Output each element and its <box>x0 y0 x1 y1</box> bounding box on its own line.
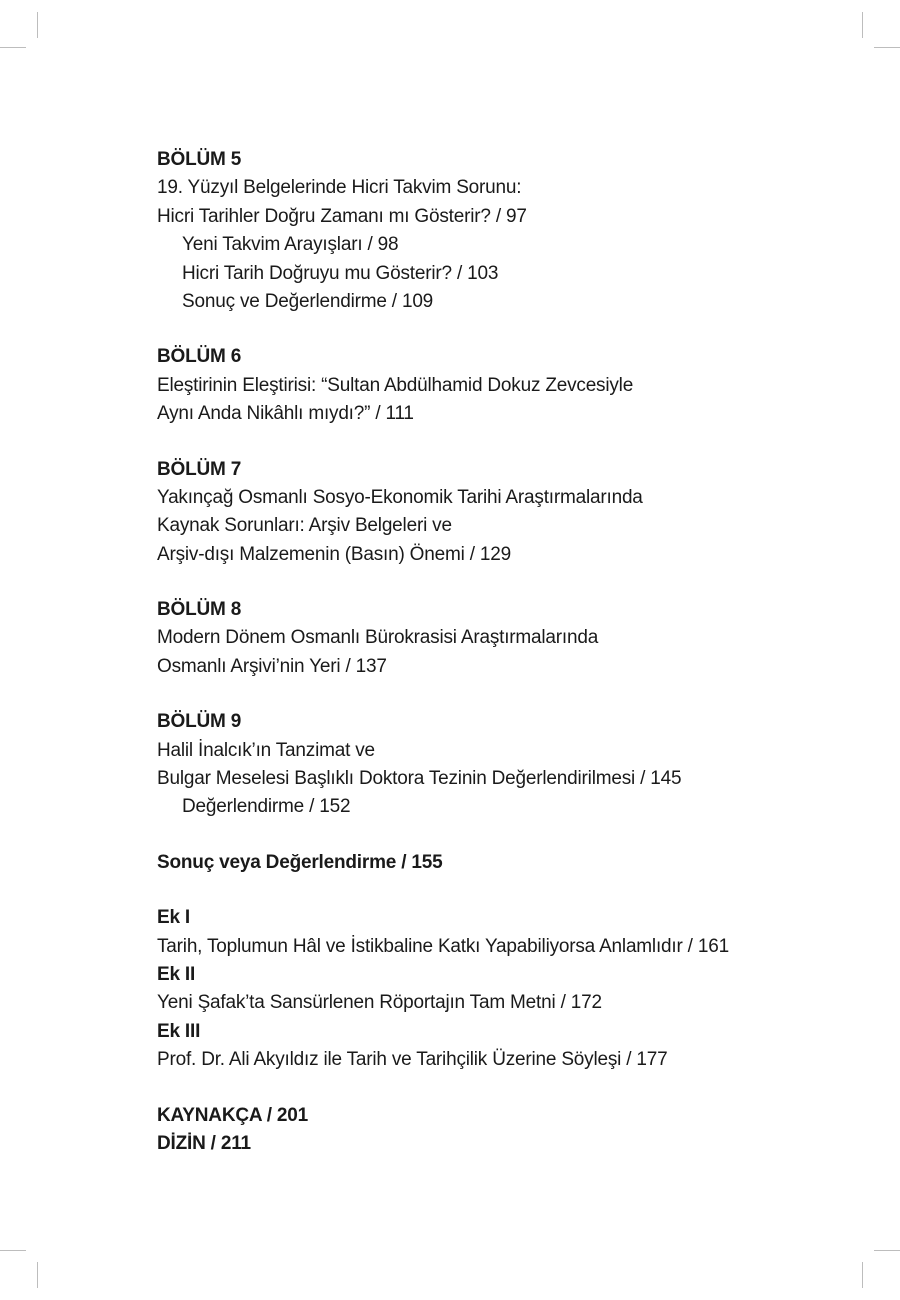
toc-chapter-9 <box>157 708 857 822</box>
toc-appendices <box>157 904 857 1074</box>
appendix-heading: Ek I <box>157 907 190 929</box>
toc-chapter-6 <box>157 343 857 428</box>
table-of-contents <box>157 146 857 1158</box>
chapter-title-line: Arşiv-dışı Malzemenin (Basın) Önemi / 129 <box>157 543 511 565</box>
appendix-heading: Ek II <box>157 963 196 985</box>
toc-conclusion: Sonuç veya Değerlendirme / 155 <box>157 851 443 873</box>
crop-mark-top-left-h <box>0 47 26 48</box>
toc-chapter-5 <box>157 146 857 316</box>
chapter-title-line: Bulgar Meselesi Başlıklı Doktora Tezinin Değerlendirilmesi / 145 <box>157 768 682 790</box>
toc-chapter-7 <box>157 456 857 570</box>
section-entry: Yeni Takvim Arayışları / 98 <box>182 234 399 256</box>
toc-bibliography: KAYNAKÇA / 201 <box>157 1104 309 1126</box>
chapter-title-line: Kaynak Sorunları: Arşiv Belgeleri ve <box>157 515 452 537</box>
chapter-heading: BÖLÜM 7 <box>157 458 242 480</box>
chapter-title-line: Osmanlı Arşivi’nin Yeri / 137 <box>157 655 387 677</box>
chapter-title-line: Eleştirinin Eleştirisi: “Sultan Abdülhamid Dokuz Zevcesiyle <box>157 374 634 396</box>
crop-mark-bottom-right-v <box>862 1262 863 1288</box>
appendix-title: Tarih, Toplumun Hâl ve İstikbaline Katkı Yapabiliyorsa Anlamlıdır / 161 <box>157 935 729 957</box>
chapter-heading: BÖLÜM 9 <box>157 711 242 733</box>
chapter-title-line: 19. Yüzyıl Belgelerinde Hicri Takvim Sorunu: <box>157 177 522 199</box>
toc-index: DİZİN / 211 <box>157 1132 251 1154</box>
chapter-title-line: Hicri Tarihler Doğru Zamanı mı Gösterir? / 97 <box>157 205 527 227</box>
section-entry: Değerlendirme / 152 <box>182 796 351 818</box>
chapter-title-line: Yakınçağ Osmanlı Sosyo-Ekonomik Tarihi Araştırmalarında <box>157 486 643 508</box>
crop-mark-top-right-v <box>862 12 863 38</box>
toc-chapter-8 <box>157 596 857 681</box>
chapter-heading: BÖLÜM 5 <box>157 149 242 170</box>
crop-mark-bottom-right-h <box>874 1250 900 1251</box>
crop-mark-bottom-left-h <box>0 1250 26 1251</box>
appendix-title: Yeni Şafak’ta Sansürlenen Röportajın Tam Metni / 172 <box>157 992 602 1014</box>
chapter-title-line: Modern Dönem Osmanlı Bürokrasisi Araştırmalarında <box>157 627 599 649</box>
chapter-title-line: Halil İnalcık’ın Tanzimat ve <box>157 739 375 761</box>
crop-mark-top-left-v <box>37 12 38 38</box>
crop-mark-top-right-h <box>874 47 900 48</box>
section-entry: Hicri Tarih Doğruyu mu Gösterir? / 103 <box>182 262 499 284</box>
appendix-title: Prof. Dr. Ali Akyıldız ile Tarih ve Tarihçilik Üzerine Söyleşi / 177 <box>157 1049 668 1071</box>
chapter-heading: BÖLÜM 8 <box>157 599 242 621</box>
appendix-heading: Ek III <box>157 1020 201 1042</box>
chapter-title-line: Aynı Anda Nikâhlı mıydı?” / 111 <box>157 403 414 425</box>
crop-mark-bottom-left-v <box>37 1262 38 1288</box>
section-entry: Sonuç ve Değerlendirme / 109 <box>182 290 434 312</box>
chapter-heading: BÖLÜM 6 <box>157 346 242 368</box>
